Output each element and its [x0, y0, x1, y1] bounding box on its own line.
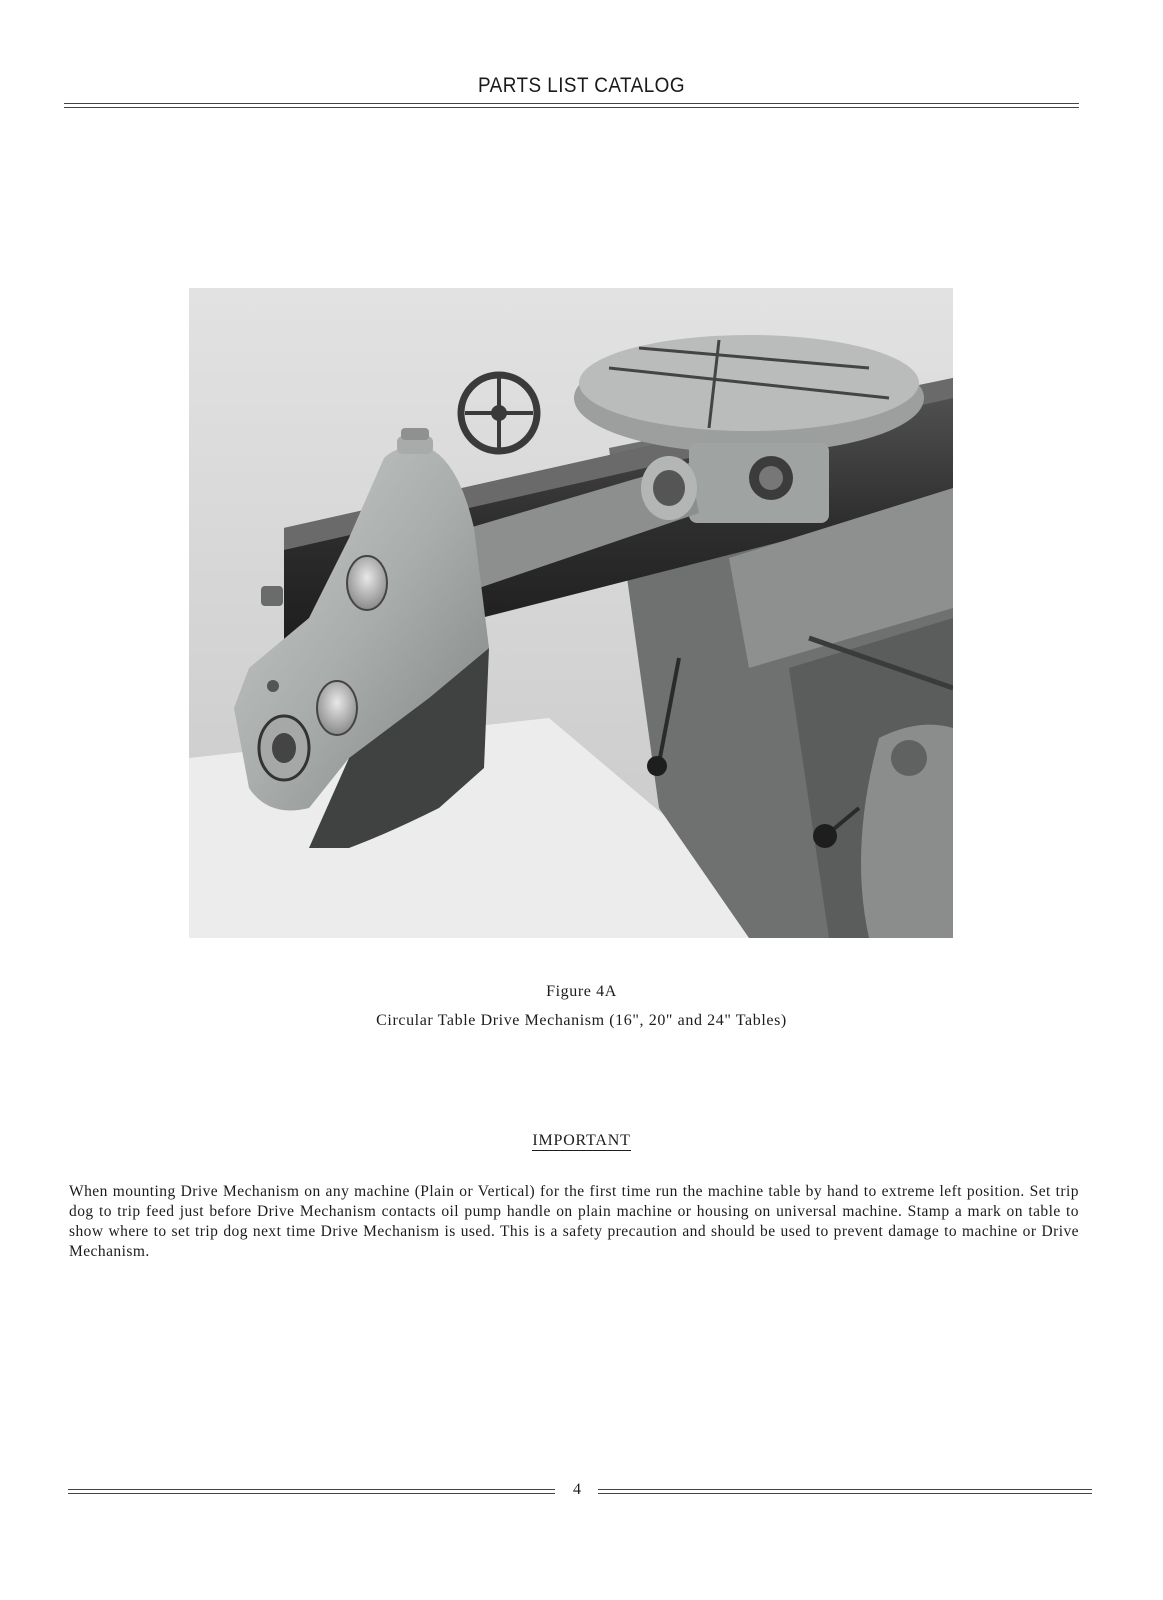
important-heading-text: IMPORTANT: [532, 1132, 631, 1149]
figure-caption: Circular Table Drive Mechanism (16", 20" and 24" Tables): [376, 1012, 787, 1029]
figure-photo-drive-mechanism: [189, 288, 953, 938]
important-notice-paragraph: When mounting Drive Mechanism on any machine (Plain or Vertical) for the first time run the machine table by hand to extreme left position. Set trip dog to trip feed just before Drive Mechanism contacts oil pump handle on plain machine or housing on universal machine. Stamp a mark on table to show where to set trip dog next time Drive Mechanism is used. This is a safety precaution and should be used to prevent damage to machine or Drive Mechanism.: [69, 1183, 1079, 1260]
important-heading: [0, 1132, 1163, 1150]
footer-double-rule-right: [598, 1489, 1092, 1494]
page-header-title: PARTS LIST CATALOG: [478, 74, 685, 97]
figure-label: Figure 4A: [546, 983, 617, 1000]
header-double-rule: [64, 103, 1079, 108]
page-number: 4: [573, 1481, 581, 1498]
footer-double-rule-left: [68, 1489, 555, 1494]
